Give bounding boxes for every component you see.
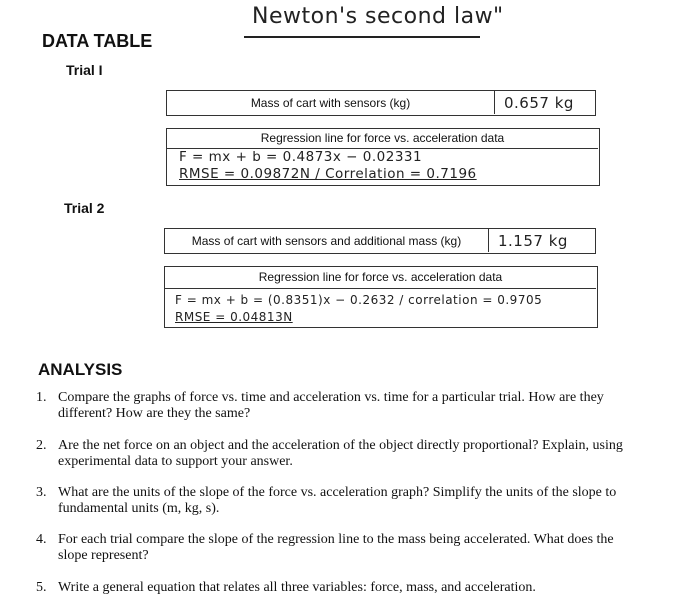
trial2-label: Trial 2: [64, 200, 105, 216]
question-number: 1.: [36, 390, 47, 405]
question-text-line1: Are the net force on an object and the acceleration of the object directly proportional? Explain, using: [58, 438, 623, 453]
trial2-mass-value: 1.157 kg: [498, 231, 568, 250]
question-text-line2: different? How are they the same?: [58, 406, 251, 421]
question-1: [36, 390, 696, 424]
trial2-mass-table: [164, 228, 596, 254]
question-5: [36, 580, 696, 598]
question-text-line2: experimental data to support your answer.: [58, 454, 293, 469]
trial1-label: Trial I: [66, 62, 103, 78]
question-4: [36, 532, 696, 566]
question-text-line1: Compare the graphs of force vs. time and acceleration vs. time for a particular trial. How are they: [58, 390, 604, 405]
question-3: [36, 485, 696, 519]
trial2-regression-table: [164, 266, 598, 328]
question-text-line2: slope represent?: [58, 548, 149, 563]
data-table-heading: DATA TABLE: [42, 31, 153, 51]
trial1-mass-value: 0.657 kg: [504, 93, 574, 112]
question-number: 5.: [36, 580, 47, 595]
trial2-regression-equation: F = mx + b = (0.8351)x − 0.2632 / correlation = 0.9705: [175, 293, 543, 307]
question-number: 2.: [36, 438, 47, 453]
question-number: 3.: [36, 485, 47, 500]
trial1-regression-equation: F = mx + b = 0.4873x − 0.02331: [179, 149, 423, 165]
trial1-mass-label: Mass of cart with sensors (kg): [167, 91, 495, 114]
trial1-rmse-correlation: RMSE = 0.09872N / Correlation = 0.7196: [179, 166, 477, 182]
question-text-line1: For each trial compare the slope of the regression line to the mass being accelerated. What does the: [58, 532, 614, 547]
handwritten-title: Newton's second law": [252, 4, 504, 29]
question-number: 4.: [36, 532, 47, 547]
trial1-regression-table: [166, 128, 600, 186]
title-underline: [244, 36, 480, 38]
trial2-rmse: RMSE = 0.04813N: [175, 310, 293, 324]
trial2-mass-label: Mass of cart with sensors and additional mass (kg): [165, 229, 489, 252]
trial1-mass-table: [166, 90, 596, 116]
trial1-regression-heading: Regression line for force vs. acceleration data: [167, 129, 598, 149]
question-2: [36, 438, 696, 472]
question-text-line1: What are the units of the slope of the force vs. acceleration graph? Simplify the units of the slope to: [58, 485, 617, 500]
analysis-heading: ANALYSIS: [38, 360, 123, 379]
question-text-line1: Write a general equation that relates all three variables: force, mass, and acceleration.: [58, 580, 536, 595]
question-text-line2: fundamental units (m, kg, s).: [58, 501, 220, 516]
trial2-regression-heading: Regression line for force vs. acceleration data: [165, 267, 596, 289]
